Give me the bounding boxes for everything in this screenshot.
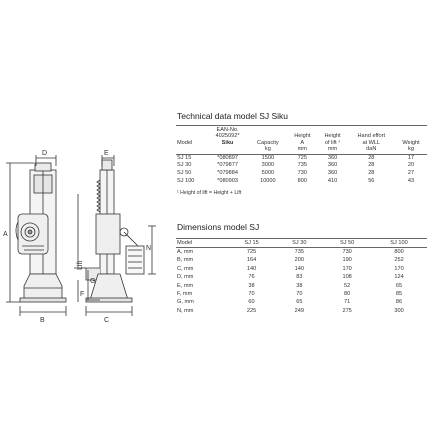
table-cell: 65 [296,299,303,306]
table-cell: *079877 [217,162,238,169]
table-cell: 43 [407,177,415,184]
table-cell: 10000 [260,177,276,184]
table-cell: 300 [394,307,404,314]
table-cell: A, mm [177,249,194,255]
table-row [176,178,427,186]
unit-capacity: kg [249,146,288,154]
unit-lift: mm [317,146,347,154]
table-cell: 360 [327,162,338,169]
col-ean: EAN-No. 4025092* Siku [207,126,249,147]
table-cell: 200 [294,257,304,264]
table-cell: SJ 50 [177,170,192,176]
dim-col-model: Model [176,239,228,248]
table-cell: 83 [296,274,303,281]
table-cell: 60 [248,299,255,306]
table-cell: 725 [297,154,307,161]
jack-technical-drawing [0,0,170,432]
table-cell: 360 [327,154,338,161]
table-cell: 800 [394,249,404,255]
dim-col-sj15: SJ 15 [228,239,276,248]
technical-data-table [176,125,427,185]
dim-col-sj30: SJ 30 [275,239,323,248]
col-weight: Weight [395,126,427,147]
table-cell: 86 [395,299,403,306]
table-cell: 800 [297,177,307,184]
table-row [176,248,427,257]
table-cell: B, mm [177,257,194,264]
table-cell: 5000 [261,170,275,176]
table-cell: 170 [342,265,352,272]
table-cell: 65 [395,282,403,289]
unit-weight: kg [395,146,427,154]
dim-label-b: B [40,317,45,324]
table-cell: 725 [246,249,257,255]
table-row [176,162,427,170]
dim-label-f: F [80,291,85,298]
table-cell: C, mm [177,265,194,272]
table-cell: *080903 [217,177,238,184]
table-cell: 28 [368,162,375,169]
table-cell: N, mm [177,307,194,314]
table-cell: 735 [297,162,307,169]
table-cell: 3000 [261,162,275,169]
dim-label-g: G [90,278,96,285]
table-cell: D, mm [177,274,194,281]
table-cell: 20 [407,162,415,169]
dim-label-e: E [104,150,109,157]
table-cell: 249 [294,307,304,314]
table-cell: F, mm [177,291,193,298]
table-cell: 108 [342,274,352,281]
table-cell: SJ 100 [177,177,195,184]
col-model: Model [176,126,207,147]
table-cell: 410 [327,177,338,184]
table-cell: 140 [294,265,304,272]
table-row [176,256,427,264]
dim-col-sj100: SJ 100 [371,239,427,248]
dim-label-c: C [104,317,110,324]
dim-label-a: A [3,231,8,238]
col-capacity: Capacity [249,126,288,147]
unit-effort: daN [348,146,395,154]
table-cell: 70 [248,291,255,298]
table-cell: 275 [342,307,352,314]
table-row [176,282,427,290]
table-row [176,170,427,178]
technical-data-title: Technical data model SJ Siku [177,111,289,121]
table-cell: 56 [368,177,375,184]
table-cell: 1500 [261,154,275,161]
table-cell: E, mm [177,282,194,289]
table-cell: 252 [394,257,404,264]
dimensions-table [176,238,427,315]
table-cell: 71 [344,299,351,306]
table-cell: 735 [294,249,304,255]
dim-label-n: N [146,245,152,252]
table-cell: 28 [368,154,375,161]
table-cell: G, mm [177,299,194,306]
table-cell: *079884 [217,170,238,176]
table-cell: 52 [344,282,351,289]
table-cell: 360 [327,170,338,176]
table-cell: 38 [296,282,303,289]
col-effort: Hand effort at WLL [348,126,395,147]
table-cell: 17 [407,154,415,161]
table-row [176,307,427,315]
dim-col-sj50: SJ 50 [323,239,371,248]
dim-label-lift: Lift [77,260,84,270]
table-cell: 80 [344,291,351,298]
table-cell: 85 [395,291,403,298]
table-row [176,154,427,162]
table-cell: 730 [297,170,307,176]
table-cell: 124 [394,274,404,281]
dimensions-title: Dimensions model SJ [177,222,260,232]
table-cell: 70 [296,291,303,298]
table-cell: 225 [246,307,257,314]
table-cell: 140 [246,265,257,272]
table-row [176,273,427,281]
table-cell: SJ 30 [177,162,192,169]
table-cell: 190 [342,257,352,264]
table-cell: 730 [342,249,352,255]
table-cell: 164 [246,257,257,264]
unit-height: mm [287,146,317,154]
table-cell: 170 [394,265,404,272]
technical-footnote: ¹ Height of lift = Height + Lift [177,190,242,196]
table-cell: *080897 [217,154,238,161]
table-cell: 38 [248,282,255,289]
table-row [176,265,427,273]
table-cell: 28 [368,170,375,176]
col-height: Height A [287,126,317,147]
col-lift: Height of lift ¹ [317,126,347,147]
table-cell: 27 [407,170,415,176]
table-row [176,298,427,306]
table-row [176,290,427,298]
table-cell: SJ 15 [177,154,192,161]
table-cell: 76 [248,274,255,281]
dim-label-d: D [42,150,48,157]
